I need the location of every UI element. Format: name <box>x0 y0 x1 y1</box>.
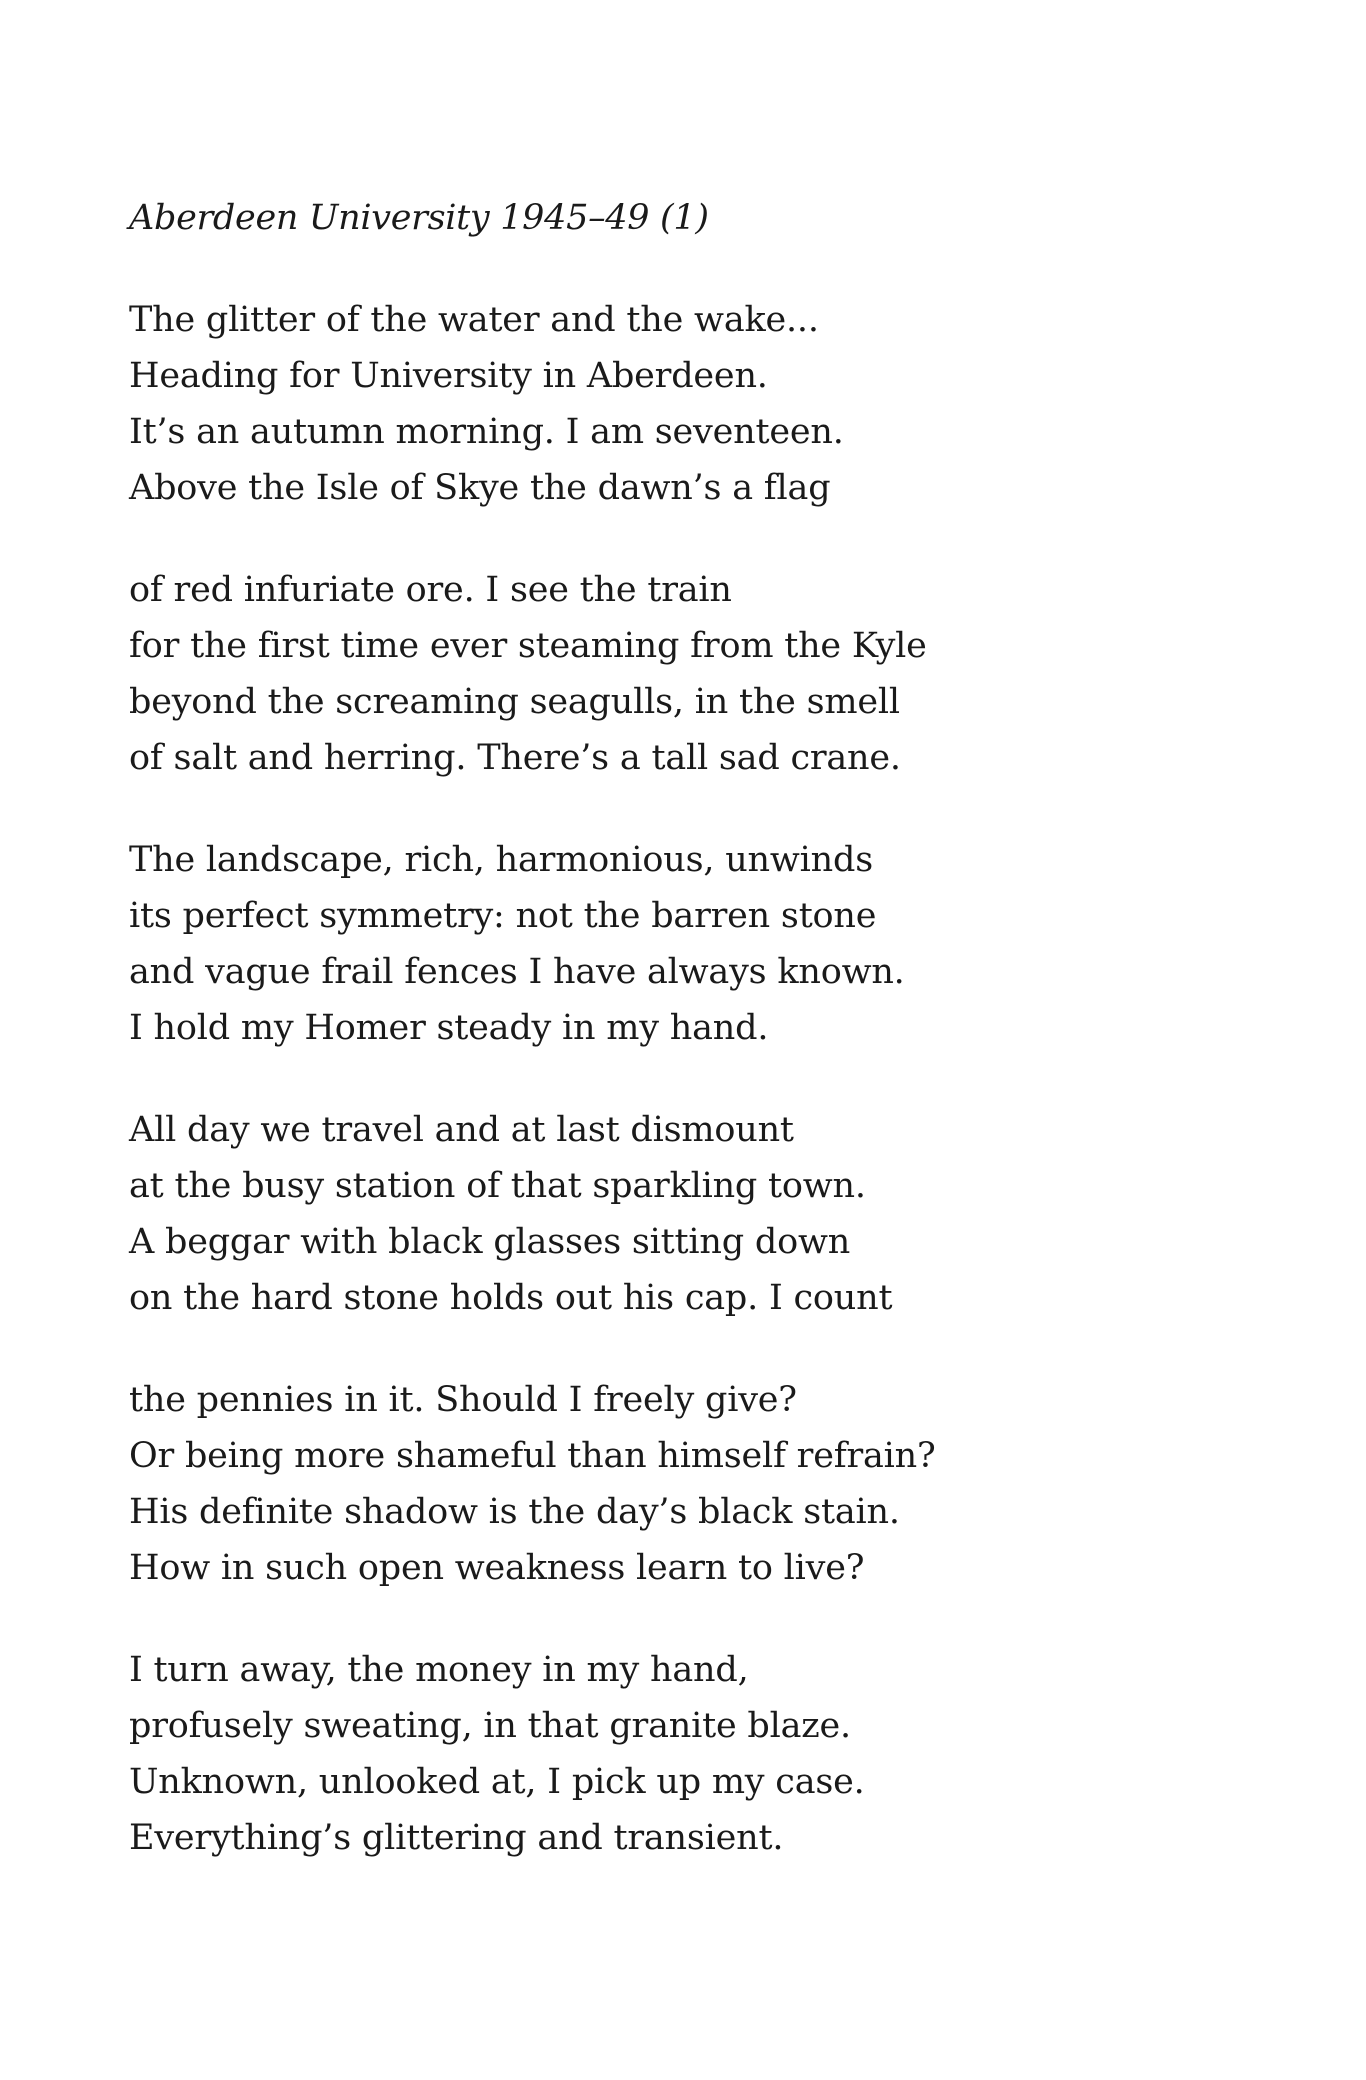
poem-line: A beggar with black glasses sitting down <box>129 1222 851 1262</box>
stanza <box>129 292 1229 516</box>
poem-line: Above the Isle of Skye the dawn’s a flag <box>129 468 831 508</box>
poem-line: Or being more shameful than himself refrain? <box>129 1436 936 1476</box>
poem-line: Everything’s glittering and transient. <box>129 1818 784 1858</box>
poem-line: of salt and herring. There’s a tall sad crane. <box>129 738 901 778</box>
poem-line: The glitter of the water and the wake... <box>129 300 819 340</box>
stanza <box>129 1372 1229 1596</box>
poem-line: Heading for University in Aberdeen. <box>129 356 768 396</box>
stanza <box>129 1102 1229 1326</box>
stanza <box>129 562 1229 786</box>
poem-line: of red infuriate ore. I see the train <box>129 570 732 610</box>
poem-line: The landscape, rich, harmonious, unwinds <box>129 840 873 880</box>
poem-line: on the hard stone holds out his cap. I count <box>129 1278 893 1318</box>
poem-line: All day we travel and at last dismount <box>129 1110 794 1150</box>
poem-line: the pennies in it. Should I freely give? <box>129 1380 797 1420</box>
poem-line: for the first time ever steaming from the Kyle <box>129 626 927 666</box>
poem-page <box>129 190 1229 1912</box>
poem-line: I turn away, the money in my hand, <box>129 1650 749 1690</box>
poem-line: profusely sweating, in that granite blaze. <box>129 1706 851 1746</box>
poem-line: It’s an autumn morning. I am seventeen. <box>129 412 844 452</box>
poem-title: Aberdeen University 1945–49 (1) <box>129 198 709 238</box>
poem-line: its perfect symmetry: not the barren stone <box>129 896 877 936</box>
poem-line: beyond the screaming seagulls, in the smell <box>129 682 900 722</box>
stanza <box>129 832 1229 1056</box>
poem-line: and vague frail fences I have always known. <box>129 952 905 992</box>
poem-line: at the busy station of that sparkling town. <box>129 1166 866 1206</box>
poem-line: How in such open weakness learn to live? <box>129 1548 865 1588</box>
stanza <box>129 1642 1229 1866</box>
poem-line: I hold my Homer steady in my hand. <box>129 1008 769 1048</box>
poem-line: Unknown, unlooked at, I pick up my case. <box>129 1762 865 1802</box>
poem-line: His definite shadow is the day’s black stain. <box>129 1492 900 1532</box>
